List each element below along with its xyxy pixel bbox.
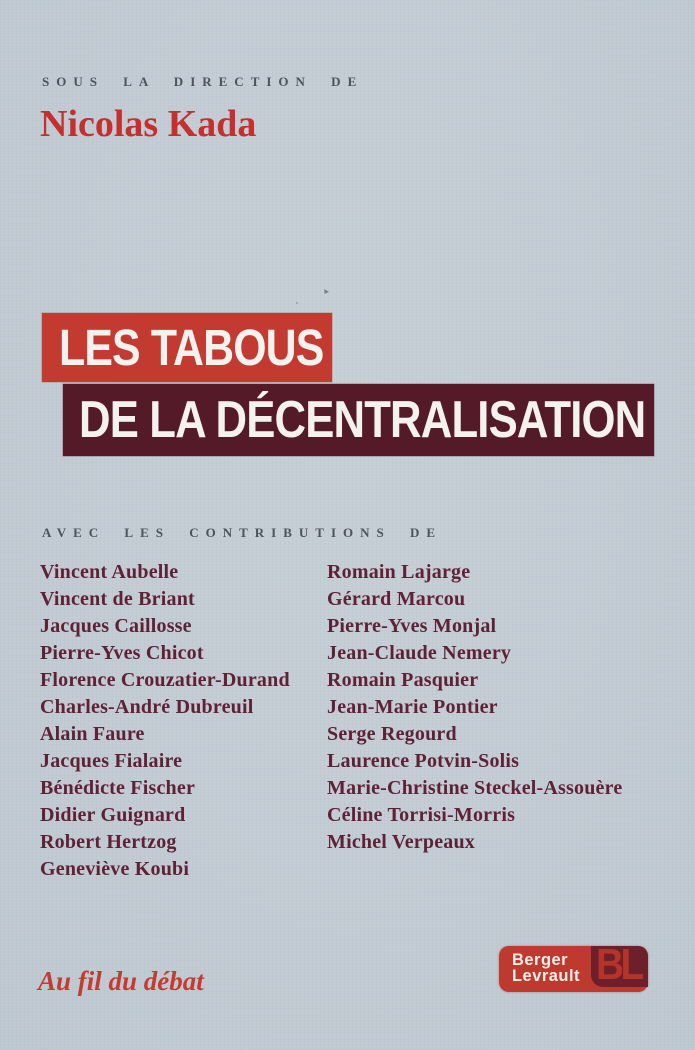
paper-speck bbox=[296, 302, 298, 304]
publisher-logo bbox=[499, 946, 648, 992]
contributor-name: Laurence Potvin-Solis bbox=[327, 750, 520, 772]
contributor-name: Florence Crouzatier-Durand bbox=[40, 669, 290, 691]
contributor-name: Gérard Marcou bbox=[327, 588, 466, 610]
paper-speck bbox=[324, 289, 329, 294]
contributor-name: Robert Hertzog bbox=[40, 831, 177, 853]
contributor-name: Romain Pasquier bbox=[327, 669, 479, 691]
director-name: Nicolas Kada bbox=[40, 103, 257, 145]
publisher-name bbox=[512, 952, 580, 984]
title-banner-line1 bbox=[42, 313, 332, 382]
contributor-name: Pierre-Yves Monjal bbox=[327, 615, 497, 637]
direction-label: SOUS LA DIRECTION DE bbox=[42, 74, 364, 89]
series-title: Au fil du débat bbox=[38, 966, 204, 996]
contributors-left-column bbox=[40, 559, 325, 883]
contributor-name: Michel Verpeaux bbox=[327, 831, 475, 853]
contributor-name: Jean-Claude Nemery bbox=[327, 642, 512, 664]
publisher-name-line1: Berger bbox=[512, 950, 569, 969]
contributor-name: Serge Regourd bbox=[327, 723, 457, 745]
contributor-name: Geneviève Koubi bbox=[40, 858, 190, 880]
contributor-name: Vincent de Briant bbox=[40, 588, 195, 610]
contributor-name: Marie-Christine Steckel-Assouère bbox=[327, 777, 623, 799]
contributors-right-column bbox=[327, 559, 677, 856]
publisher-monogram-box bbox=[591, 946, 648, 987]
contributor-name: Jacques Fialaire bbox=[40, 750, 183, 772]
contributor-name: Romain Lajarge bbox=[327, 561, 471, 583]
contributor-name: Jacques Caillosse bbox=[40, 615, 192, 637]
publisher-monogram: BL bbox=[596, 946, 641, 987]
publisher-name-line2: Levrault bbox=[512, 966, 581, 985]
contributor-name: Jean-Marie Pontier bbox=[327, 696, 498, 718]
title-line1: LES TABOUS bbox=[59, 319, 324, 376]
contributor-name: Pierre-Yves Chicot bbox=[40, 642, 204, 664]
contributions-label: AVEC LES CONTRIBUTIONS DE bbox=[42, 525, 443, 540]
contributor-name: Vincent Aubelle bbox=[40, 561, 179, 583]
title-line2: DE LA DÉCENTRALISATION bbox=[79, 391, 646, 449]
contributor-name: Bénédicte Fischer bbox=[40, 777, 196, 799]
contributor-name: Charles-André Dubreuil bbox=[40, 696, 254, 718]
contributor-name: Céline Torrisi-Morris bbox=[327, 804, 516, 826]
contributor-name: Didier Guignard bbox=[40, 804, 186, 826]
contributor-name: Alain Faure bbox=[40, 723, 145, 745]
title-banner-line2 bbox=[63, 384, 654, 456]
